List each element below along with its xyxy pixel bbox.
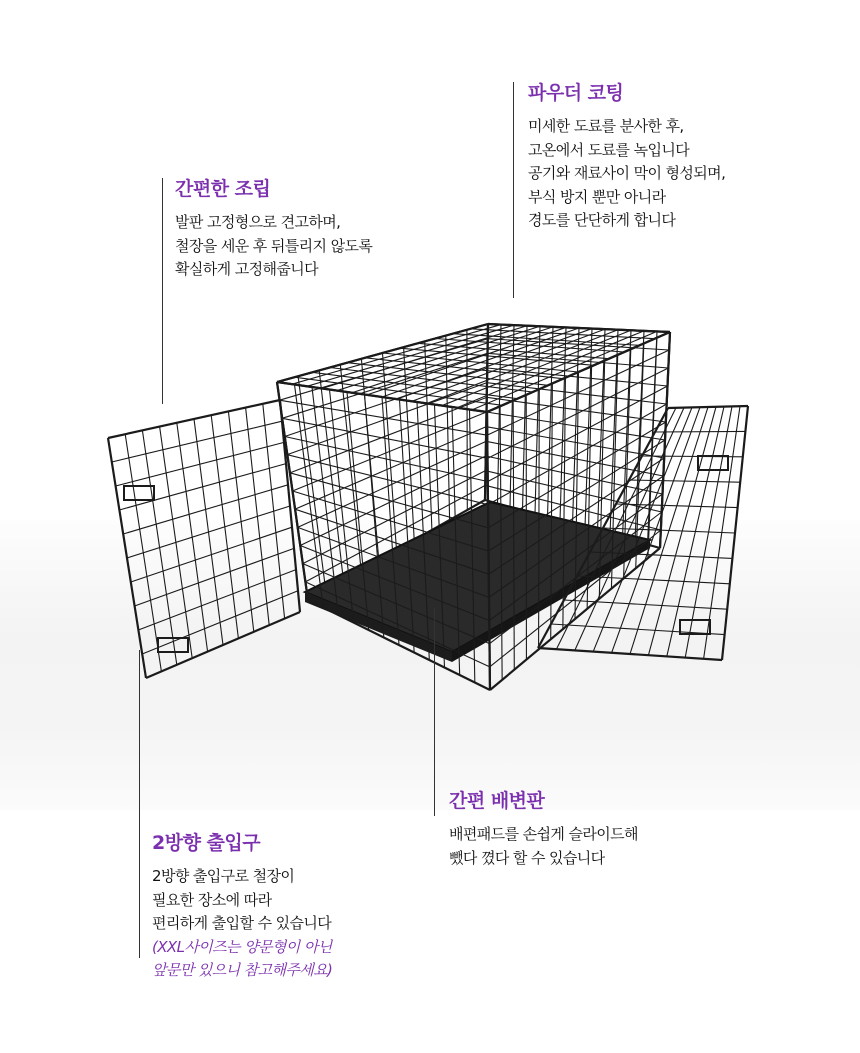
- callout-line: 배편패드를 손쉽게 슬라이드해: [449, 825, 638, 843]
- callout-line: 부식 방지 뿐만 아니라: [528, 187, 666, 206]
- callout-line: 미세한 도료를 분사한 후,: [528, 117, 684, 135]
- left-door-panel: [108, 400, 300, 678]
- leader-line-assembly: [162, 178, 163, 404]
- callout-line: 철장을 세운 후 뒤틀리지 않도록: [175, 236, 373, 255]
- door-left-wire: [146, 612, 300, 678]
- callout-line: 편리하게 출입할 수 있습니다: [152, 914, 332, 932]
- leader-line-tray: [434, 608, 435, 816]
- callout-line: 발판 고정형으로 견고하며,: [175, 213, 341, 231]
- crate-front-wire: [287, 455, 488, 505]
- door-latch: [124, 486, 154, 500]
- callout-easy-tray: [449, 792, 638, 870]
- callout-line: 2방향 출입구로 철장이: [152, 867, 295, 885]
- door-left-wire: [112, 421, 282, 462]
- callout-title: 간편 배변판: [449, 790, 545, 812]
- door-left-wire: [116, 442, 284, 486]
- callout-easy-assembly: [175, 180, 372, 282]
- door-right-wire: [668, 406, 748, 408]
- door-left-wire: [123, 485, 288, 534]
- callout-title: 간편한 조립: [175, 178, 271, 200]
- callout-title: 파우더 코팅: [528, 82, 624, 104]
- callout-line: 고온에서 도료를 녹입니다: [528, 140, 690, 159]
- door-left-wire: [108, 400, 280, 438]
- crate-front-wire: [285, 437, 488, 482]
- crate-side-back-wire: [285, 368, 488, 437]
- leader-line-powder: [513, 82, 514, 298]
- callout-note-line: (XXL사이즈는 양문형이 아닌: [152, 937, 332, 956]
- callout-body: [175, 211, 372, 282]
- crate-front-wire: [280, 400, 488, 435]
- callout-line: 경도를 단단하게 합니다: [528, 211, 676, 229]
- door-left-wire: [135, 548, 294, 606]
- door-left-wire: [131, 527, 292, 582]
- door-right-wire: [655, 431, 745, 432]
- callout-line: 뺐다 꼈다 할 수 있습니다: [449, 848, 605, 867]
- callout-body: [528, 115, 725, 233]
- callout-note: [152, 936, 332, 983]
- callout-line: 필요한 장소에 따라: [152, 890, 272, 909]
- callout-powder-coating: [528, 84, 725, 233]
- callout-note-line: 앞문만 있으니 참고해주세요): [152, 961, 333, 979]
- callout-body: [152, 865, 332, 936]
- door-right-wire: [538, 648, 722, 660]
- door-left-wire: [127, 506, 290, 558]
- leader-line-doors: [139, 650, 140, 958]
- callout-line: 공기와 재료사이 막이 형성되며,: [528, 164, 726, 182]
- callout-title: 2방향 출입구: [152, 832, 261, 854]
- callout-line: 확실하게 고정해줍니다: [175, 260, 319, 278]
- door-left-wire: [138, 570, 296, 630]
- callout-body: [449, 823, 638, 870]
- callout-two-doors: [152, 834, 332, 983]
